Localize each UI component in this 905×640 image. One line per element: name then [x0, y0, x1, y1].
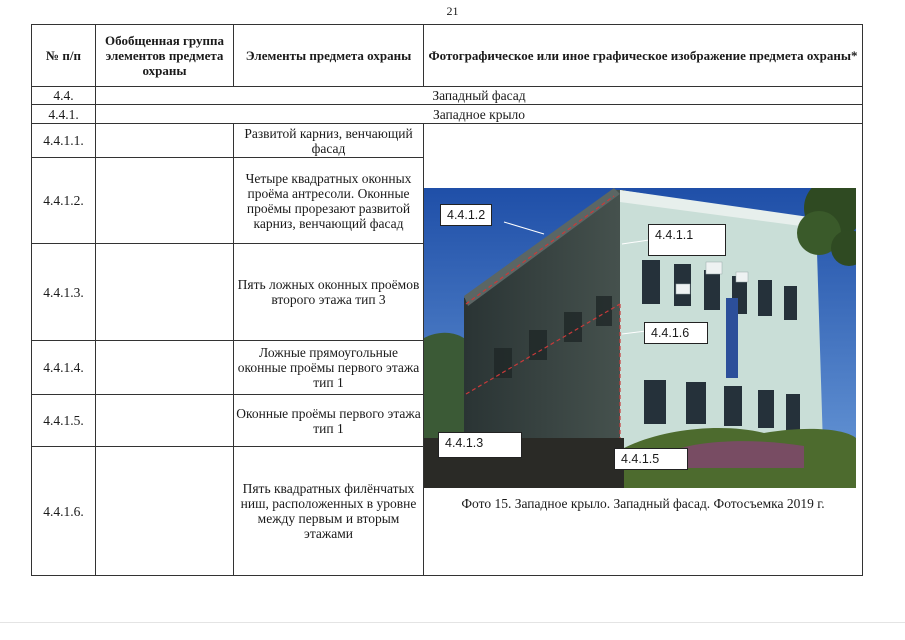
section-title: Западный фасад — [96, 87, 863, 105]
header-image: Фотографическое или иное графическое изображение предмета охраны* — [424, 25, 863, 87]
row-num: 4.4.1.6. — [32, 447, 96, 576]
row-element: Развитой карниз, венчающий фасад — [234, 124, 424, 158]
photo-label-4413: 4.4.1.3 — [438, 432, 522, 458]
row-group — [96, 395, 234, 447]
header-row — [32, 25, 863, 87]
photo-label-4415: 4.4.1.5 — [614, 448, 688, 470]
photo-cell — [424, 124, 863, 576]
row-group — [96, 447, 234, 576]
row-element: Оконные проёмы первого этажа тип 1 — [234, 395, 424, 447]
subsection-title: Западное крыло — [96, 105, 863, 124]
section-row — [32, 87, 863, 105]
row-element: Пять ложных оконных проёмов второго этажа тип 3 — [234, 244, 424, 341]
photo-label-4411: 4.4.1.1 — [648, 224, 726, 256]
protection-elements-table — [31, 24, 863, 576]
row-group — [96, 341, 234, 395]
subsection-num: 4.4.1. — [32, 105, 96, 124]
page-bottom-edge — [0, 622, 905, 623]
row-group — [96, 244, 234, 341]
header-elements: Элементы предмета охраны — [234, 25, 424, 87]
row-num: 4.4.1.1. — [32, 124, 96, 158]
section-num: 4.4. — [32, 87, 96, 105]
row-group — [96, 124, 234, 158]
table-row — [32, 124, 863, 158]
row-element: Ложные прямоугольные оконные проёмы первого этажа тип 1 — [234, 341, 424, 395]
row-group — [96, 158, 234, 244]
subsection-row — [32, 105, 863, 124]
photo-label-4412: 4.4.1.2 — [440, 204, 492, 226]
row-element: Пять квадратных филёнчатых ниш, расположенных в уровне между первым и вторым этажами — [234, 447, 424, 576]
row-element: Четыре квадратных оконных проёма антресоли. Оконные проёмы прорезают развитой карниз, венчающий фасад — [234, 158, 424, 244]
page-number: 21 — [446, 4, 459, 18]
header-group: Обобщенная группа элементов предмета охраны — [96, 25, 234, 87]
photo-label-4416: 4.4.1.6 — [644, 322, 708, 344]
row-num: 4.4.1.2. — [32, 158, 96, 244]
facade-photo — [424, 188, 856, 488]
photo-caption: Фото 15. Западное крыло. Западный фасад. Фотосъемка 2019 г. — [461, 495, 825, 511]
row-num: 4.4.1.4. — [32, 341, 96, 395]
row-num: 4.4.1.5. — [32, 395, 96, 447]
header-num: № п/п — [32, 25, 96, 87]
row-num: 4.4.1.3. — [32, 244, 96, 341]
